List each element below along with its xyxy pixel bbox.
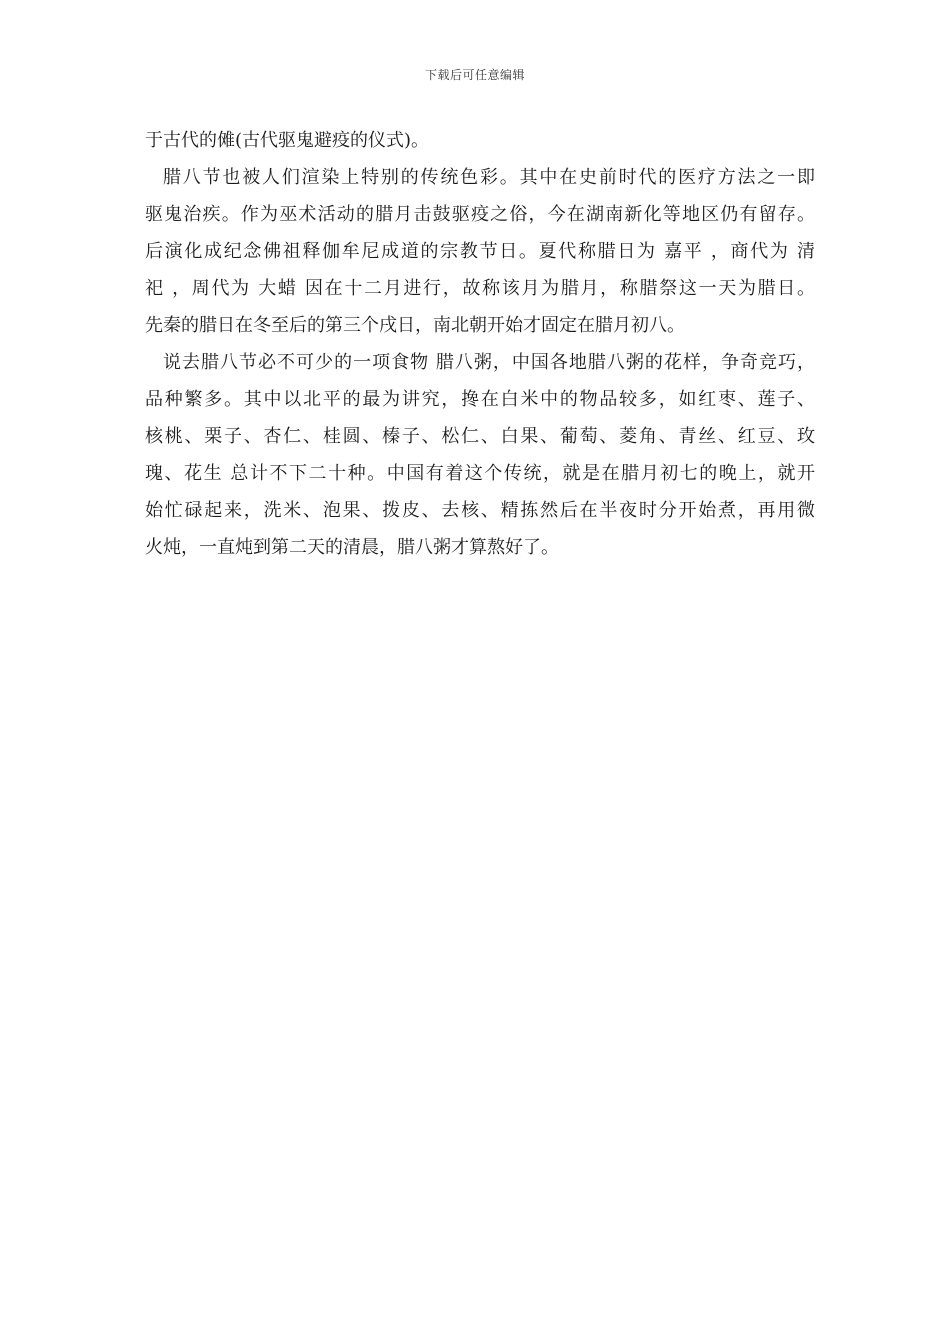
page-header: 下载后可任意编辑 — [424, 68, 525, 82]
text-line: 核桃、栗子、杏仁、桂圆、榛子、松仁、白果、葡萄、菱角、青丝、红豆、玫 — [145, 426, 815, 447]
text-line: 驱鬼治疾。作为巫术活动的腊月击鼓驱疫之俗，今在湖南新化等地区仍有留存。 — [145, 204, 815, 225]
text-line: 说去腊八节必不可少的一项食物 腊八粥，中国各地腊八粥的花样，争奇竞巧， — [163, 352, 815, 373]
body-text — [145, 122, 815, 566]
text-line: 始忙碌起来，洗米、泡果、拨皮、去核、精拣然后在半夜时分开始煮，再用微 — [145, 500, 815, 521]
text-line: 瑰、花生 总计不下二十种。中国有着这个传统，就是在腊月初七的晚上，就开 — [145, 463, 815, 484]
text-line: 火炖，一直炖到第二天的清晨，腊八粥才算熬好了。 — [145, 537, 559, 558]
text-line: 腊八节也被人们渲染上特别的传统色彩。其中在史前时代的医疗方法之一即 — [163, 167, 815, 188]
text-line: 后演化成纪念佛祖释伽牟尼成道的宗教节日。夏代称腊日为 嘉平 ，商代为 清 — [145, 241, 815, 262]
text-line: 祀 ，周代为 大蜡 因在十二月进行，故称该月为腊月，称腊祭这一天为腊日。 — [145, 278, 815, 299]
text-line: 先秦的腊日在冬至后的第三个戌日，南北朝开始才固定在腊月初八。 — [145, 315, 685, 336]
text-line: 品种繁多。其中以北平的最为讲究，搀在白米中的物品较多，如红枣、莲子、 — [145, 389, 815, 410]
text-line: 于古代的傩(古代驱鬼避疫的仪式)。 — [145, 130, 430, 151]
